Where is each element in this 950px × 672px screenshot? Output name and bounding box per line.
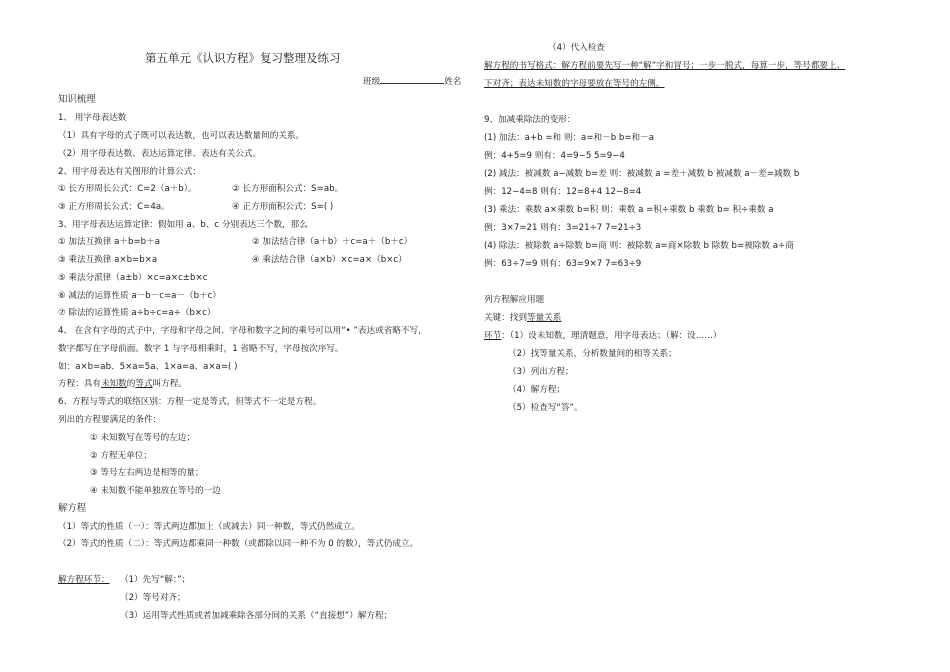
property-1: （1）等式的性质（一）：等式两边都加上（或减去）同一种数，等式仍然成立。 xyxy=(58,522,360,532)
formula-4: ④ 正方形面积公式：S=( ) xyxy=(232,202,334,212)
key-pre: 关键：找到 xyxy=(484,313,527,323)
law-2: ② 加法结合律（a＋b）＋c=a＋（b＋c） xyxy=(252,237,413,247)
solve-step-4: （4）代入检查 xyxy=(548,43,606,53)
rule-subtract-example: 例：12−4=8 则有：12=8+4 12−8=4 xyxy=(484,187,642,197)
section-title: 知识梳理 xyxy=(58,94,96,105)
formula-2: ② 长方形面积公式：S=ab。 xyxy=(232,184,344,194)
name-label: 姓名 xyxy=(444,77,462,87)
point-4c: 如：a×b=ab、5×a=5a、1×a=a、a×a=( ) xyxy=(58,362,238,372)
point-6a: 列出的方程要满足的条件： xyxy=(58,415,162,425)
equation-definition xyxy=(58,378,187,390)
eq-def-unknown: 未知数 xyxy=(100,379,127,389)
point-4a: 4、 在含有字母的式子中，字母和字母之间、字母和数字之间的乘号可以用“• ”表达或省略不写， xyxy=(58,326,427,336)
app-step-3: （3）列出方程； xyxy=(508,367,574,377)
rule-multiply-example: 例：3×7=21 则有：3=21÷7 7=21÷3 xyxy=(484,223,642,233)
app-steps-label: 环节 xyxy=(484,331,502,341)
key-line xyxy=(484,312,561,324)
point-9: 9、加减乘除法的变形： xyxy=(484,115,576,125)
point-1: 1、 用字母表达数 xyxy=(58,113,127,123)
point-2: 2、用字母表达有关图形的计算公式： xyxy=(58,167,201,177)
formula-3: ③ 正方形周长公式：C=4a。 xyxy=(58,202,170,212)
eq-def-pre: 方程：具有 xyxy=(58,379,101,389)
app-step-1-text: ：（1）设未知数，理清题意，用字母表达；（解：设……） xyxy=(501,331,722,341)
solve-step-2: （2）等号对齐； xyxy=(120,593,186,603)
point-4b: 数字都写在字母前面。数字 1 与字母相乘时，1 省略不写，字母按次序写。 xyxy=(58,344,344,354)
condition-2: ② 方程无单位； xyxy=(90,451,152,461)
format-line-1: 解方程的书写格式：解方程前要先写一种“解”字和冒号；一步一脱式，每算一步，等号都要上、 xyxy=(484,61,846,71)
condition-4: ④ 未知数不能单独放在等号的一边 xyxy=(90,486,221,496)
format-line-2: 下对齐；表达未知数的字母要放在等号的左侧。 xyxy=(484,79,665,89)
point-1a: （1）具有字母的式子既可以表达数，也可以表达数量间的关系。 xyxy=(58,131,305,141)
class-name-line xyxy=(363,74,461,88)
app-step-2: （2）找等量关系，分析数量间的相等关系； xyxy=(508,349,677,359)
application-title: 列方程解应用题 xyxy=(484,295,545,305)
condition-1: ① 未知数写在等号的左边； xyxy=(90,433,195,443)
solve-step-1: （1）先写“解：”； xyxy=(120,575,191,585)
class-label: 班级 xyxy=(363,77,381,87)
rule-add: (1) 加法：a+b =和 则：a=和－b b=和－a xyxy=(484,133,655,143)
law-3: ③ 乘法互换律 a×b=b×a xyxy=(58,255,158,265)
point-6: 6、方程与等式的联络区别：方程一定是等式，但等式不一定是方程。 xyxy=(58,397,322,407)
rule-add-example: 例：4+5=9 则有：4=9−5 5=9−4 xyxy=(484,151,625,161)
eq-def-equation: 等式 xyxy=(135,379,153,389)
solve-title: 解方程 xyxy=(58,503,87,514)
rule-multiply: (3) 乘法：乘数 a×乘数 b=积 则：乘数 a =积÷乘数 b 乘数 b= 积÷乘数 a xyxy=(484,205,774,215)
condition-3: ③ 等号左右两边是相等的量； xyxy=(90,468,204,478)
solve-steps-label: 解方程环节： xyxy=(58,575,110,585)
rule-divide-example: 例：63÷7=9 则有：63=9×7 7=63÷9 xyxy=(484,259,642,269)
formula-1: ① 长方形周长公式：C=2（a＋b）。 xyxy=(58,184,197,194)
solve-step-3: （3）运用等式性质或者加减乘除各部分间的关系（“直接想”）解方程； xyxy=(120,611,393,621)
point-3: 3、用字母表达运算定律：假如用 a、b、c 分别表达三个数，那么 xyxy=(58,220,308,230)
rule-divide: (4) 除法：被除数 a÷除数 b=商 则：被除数 a=商×除数 b 除数 b=被除数 a÷商 xyxy=(484,241,794,251)
law-5: ⑤ 乘法分派律（a±b）×c=a×c±b×c xyxy=(58,273,208,283)
key-equal-relation: 等量关系 xyxy=(526,313,562,323)
law-4: ④ 乘法结合律（a×b）×c=a×（b×c） xyxy=(252,255,407,265)
property-2: （2）等式的性质（二）：等式两边都乘同一种数（或都除以同一种不为 0 的数），等式仍成立。 xyxy=(58,539,419,549)
law-6: ⑥ 减法的运算性质 a－b－c=a－（b＋c） xyxy=(58,291,221,301)
page-title: 第五单元《认识方程》复习整理及练习 xyxy=(145,51,341,65)
law-7: ⑦ 除法的运算性质 a÷b÷c=a÷（b×c） xyxy=(58,308,216,318)
point-1b: （2）用字母表达数、表达运算定律、表达有关公式。 xyxy=(58,149,262,159)
rule-subtract: (2) 减法：被减数 a−减数 b=差 则：被减数 a =差＋减数 b 被减数 a－差=减数 b xyxy=(484,169,800,179)
eq-def-mid: 的 xyxy=(126,379,136,389)
eq-def-post: 叫方程。 xyxy=(152,379,187,389)
app-step-4: （4）解方程； xyxy=(508,385,566,395)
app-step-5: （5）检查写“答”。 xyxy=(508,403,583,413)
app-step-1 xyxy=(484,330,722,342)
law-1: ① 加法互换律 a＋b=b＋a xyxy=(58,237,160,247)
class-blank xyxy=(380,74,444,84)
